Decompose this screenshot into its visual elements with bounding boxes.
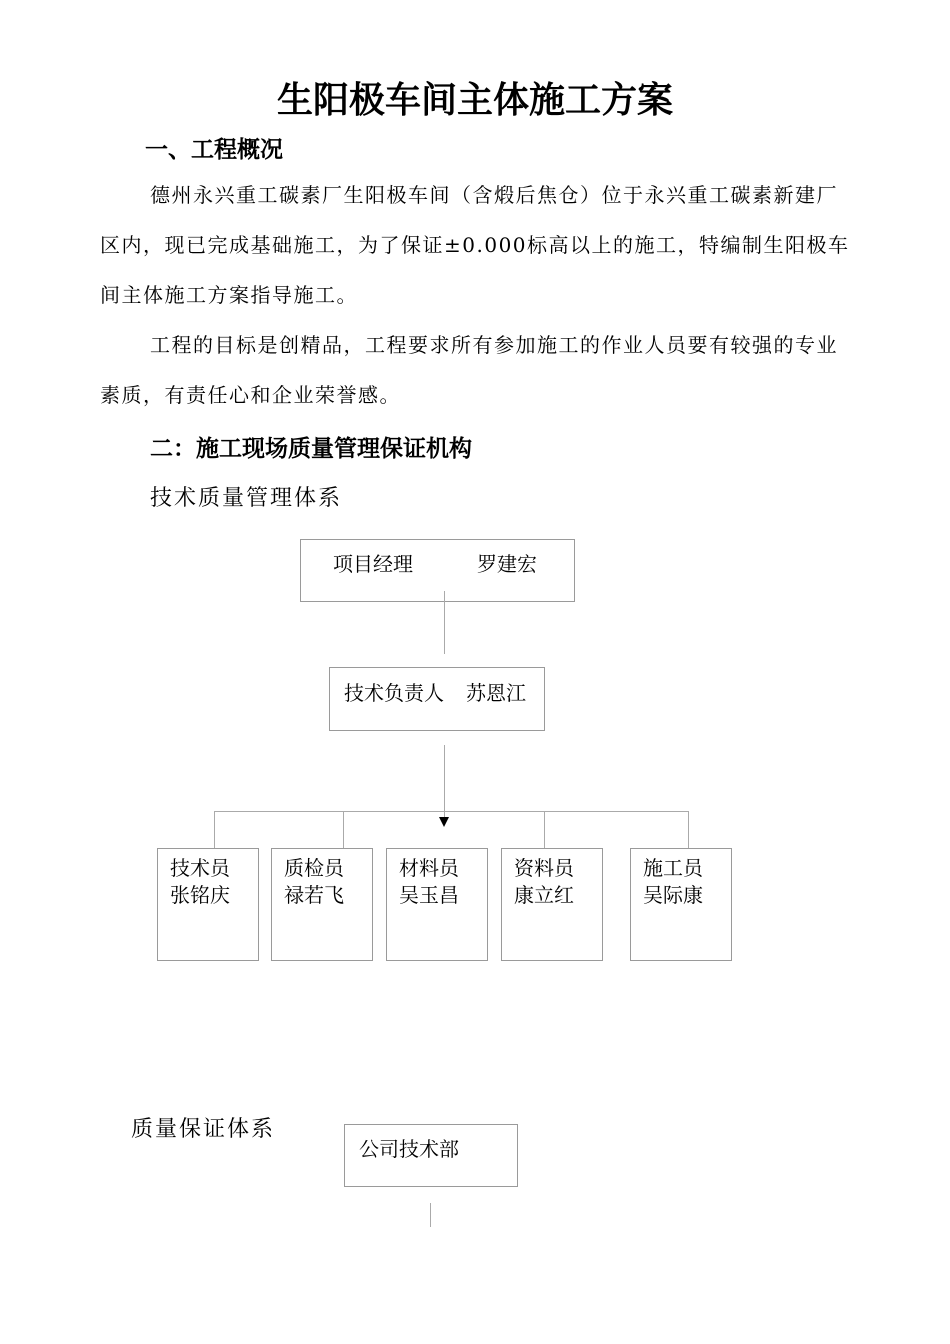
- org-box-company-tech-dept: [344, 1124, 518, 1187]
- section-heading-quality-org: 二：施工现场质量管理保证机构: [150, 436, 472, 462]
- connector-staff-5: [688, 811, 689, 848]
- staff-role: 质检员: [284, 856, 344, 880]
- org-box-staff-documents: [501, 848, 603, 961]
- arrow-down-icon: [439, 817, 449, 827]
- connector-staff-4: [544, 811, 545, 848]
- connector-staff-2: [343, 811, 344, 848]
- paragraph-overview: [100, 170, 852, 320]
- staff-name: 康立红: [514, 883, 574, 907]
- subheading-quality-assurance-system: 质量保证体系: [131, 1117, 276, 1142]
- org-box-tech-lead: [329, 667, 545, 731]
- project-manager-role: 项目经理: [333, 552, 413, 576]
- section-heading-overview: 一、工程概况: [145, 137, 283, 163]
- connector-staff-bus: [214, 811, 689, 812]
- staff-role: 材料员: [399, 856, 459, 880]
- connector-tech-dept-down: [430, 1203, 431, 1227]
- staff-name: 吴际康: [643, 883, 703, 907]
- paragraph-goal: [100, 320, 852, 420]
- staff-role: 技术员: [170, 856, 230, 880]
- staff-name: 张铭庆: [170, 883, 230, 907]
- staff-name: 吴玉昌: [399, 883, 459, 907]
- document-title: 生阳极车间主体施工方案: [276, 80, 673, 121]
- tech-lead-name: 苏恩江: [466, 681, 526, 705]
- staff-role: 资料员: [514, 856, 574, 880]
- connector-staff-1: [214, 811, 215, 848]
- org-box-staff-inspector: [271, 848, 373, 961]
- company-tech-dept-label: 公司技术部: [359, 1137, 459, 1161]
- paragraph-goal-text: 工程的目标是创精品，工程要求所有参加施工的作业人员要有较强的专业素质，有责任心和企业荣誉感。: [100, 333, 838, 407]
- org-box-project-manager: [300, 539, 575, 602]
- org-box-staff-technician: [157, 848, 259, 961]
- staff-role: 施工员: [643, 856, 703, 880]
- subheading-tech-quality-system: 技术质量管理体系: [150, 486, 343, 511]
- staff-name: 禄若飞: [284, 883, 344, 907]
- connector-manager-to-techlead: [444, 591, 445, 654]
- project-manager-name: 罗建宏: [477, 552, 537, 576]
- org-box-staff-materials: [386, 848, 488, 961]
- connector-techlead-to-staff: [444, 745, 445, 820]
- paragraph-overview-text: 德州永兴重工碳素厂生阳极车间（含煅后焦仓）位于永兴重工碳素新建厂区内，现已完成基础施工，为了保证±0.000标高以上的施工，特编制生阳极车间主体施工方案指导施工。: [100, 183, 850, 307]
- tech-lead-role: 技术负责人: [344, 681, 444, 705]
- org-box-staff-constructor: [630, 848, 732, 961]
